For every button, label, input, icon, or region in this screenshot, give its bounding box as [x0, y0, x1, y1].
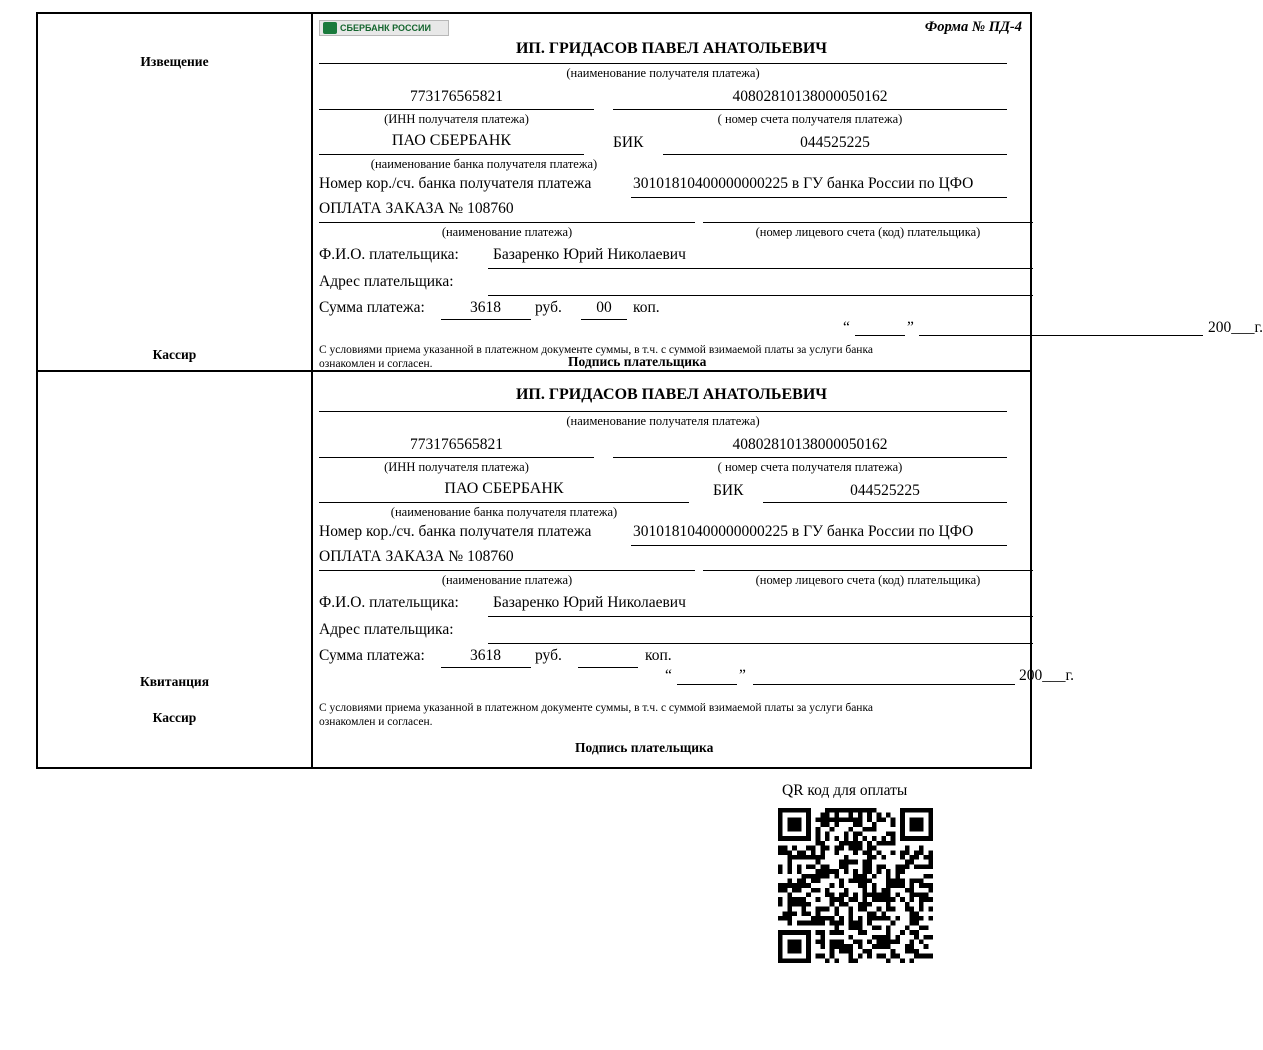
sum-kop-value: 00	[596, 299, 612, 316]
receipt-section	[38, 372, 1074, 767]
date-year-label: 200___г.	[1208, 319, 1263, 336]
receipt-account-number-underline	[613, 457, 1007, 458]
date-day-underline	[855, 335, 905, 336]
receipt-inn-value: 773176565821	[410, 436, 503, 453]
corr-account-value: 30101810400000000225 в ГУ банка России по ЦФО	[633, 175, 974, 192]
sum-label: Сумма платежа:	[319, 299, 425, 316]
receipt-recipient-caption: (наименование получателя платежа)	[566, 414, 760, 428]
receipt-sum-rub-unit: руб.	[535, 647, 562, 664]
notice-section	[38, 14, 1263, 372]
sum-rub-unit: руб.	[535, 299, 562, 316]
receipt-payment-purpose-caption: (наименование платежа)	[441, 573, 573, 587]
receipt-corr-account-value: 30101810400000000225 в ГУ банка России по ЦФО	[633, 523, 974, 540]
receipt-payer-fio-value: Базаренко Юрий Николаевич	[493, 594, 686, 611]
qr-code-canvas	[778, 808, 933, 963]
receipt-bank-name-caption: (наименование банка получателя платежа)	[390, 505, 618, 519]
receipt-inn-caption: (ИНН получателя платежа)	[384, 460, 529, 474]
recipient-name-value: ИП. ГРИДАСОВ ПАВЕЛ АНАТОЛЬЕВИЧ	[515, 40, 828, 57]
receipt-bik-underline	[763, 502, 1007, 503]
corr-account-underline	[631, 197, 1007, 198]
notice-right-column	[313, 14, 1263, 370]
receipt-sum-label: Сумма платежа:	[319, 647, 425, 664]
payer-fio-label: Ф.И.О. плательщика:	[319, 246, 459, 263]
receipt-left-column	[38, 372, 313, 767]
receipt-recipient-value: ИП. ГРИДАСОВ ПАВЕЛ АНАТОЛЬЕВИЧ	[515, 386, 828, 403]
receipt-corr-account-underline	[631, 545, 1007, 546]
receipt-date-month-underline	[753, 684, 1015, 685]
payer-fio-value: Базаренко Юрий Николаевич	[493, 246, 686, 263]
receipt-recipient-underline	[319, 411, 1007, 412]
recipient-underline	[319, 63, 1007, 64]
date-quote-close: ”	[907, 319, 914, 336]
cashier-label-top: Кассир	[152, 347, 197, 362]
bik-label: БИК	[613, 134, 644, 151]
qr-code	[778, 808, 933, 963]
inn-value: 773176565821	[410, 88, 503, 105]
receipt-account-number-value: 40802810138000050162	[732, 436, 888, 453]
receipt-payment-purpose-underline	[319, 570, 695, 571]
date-quote-open: “	[843, 319, 850, 336]
receipt-bik-label: БИК	[713, 482, 744, 499]
cashier-label-bottom: Кассир	[152, 710, 197, 725]
account-number-caption: ( номер счета получателя платежа)	[717, 112, 903, 126]
payer-address-label: Адрес плательщика:	[319, 273, 454, 290]
receipt-date-day-underline	[677, 684, 737, 685]
sberbank-logo-text: СБЕРБАНК РОССИИ	[340, 23, 431, 33]
receipt-payer-fio-underline	[488, 616, 1033, 617]
date-month-underline	[919, 335, 1203, 336]
account-number-value: 40802810138000050162	[732, 88, 888, 105]
receipt-sum-rub-underline	[441, 667, 531, 668]
receipt-personal-account-underline	[703, 570, 1033, 571]
signature-label-bottom: Подпись плательщика	[575, 740, 714, 755]
receipt-sum-kop-underline	[578, 667, 638, 668]
receipt-payer-address-label: Адрес плательщика:	[319, 621, 454, 638]
sberbank-logo-icon	[319, 20, 449, 36]
sum-kop-underline	[581, 319, 627, 320]
inn-underline	[319, 109, 594, 110]
sum-rub-underline	[441, 319, 531, 320]
receipt-date-quote-close: ”	[739, 667, 746, 684]
receipt-payer-address-underline	[488, 643, 1033, 644]
payment-purpose-caption: (наименование платежа)	[441, 225, 573, 239]
receipt-sum-rub-value: 3618	[470, 647, 501, 664]
bank-name-underline	[319, 154, 584, 155]
receipt-date-year-label: 200___г.	[1019, 667, 1074, 684]
receipt-personal-account-caption: (номер лицевого счета (код) плательщика)	[755, 573, 981, 587]
bank-name-caption: (наименование банка получателя платежа)	[370, 157, 598, 171]
receipt-sum-kop-unit: коп.	[645, 647, 672, 664]
sberbank-mark-icon	[323, 22, 337, 34]
receipt-date-quote-open: “	[665, 667, 672, 684]
receipt-agreement-line-2: ознакомлен и согласен.	[319, 716, 433, 728]
recipient-caption: (наименование получателя платежа)	[566, 66, 760, 80]
receipt-bik-value: 044525225	[850, 482, 920, 499]
personal-account-caption: (номер лицевого счета (код) плательщика)	[755, 225, 981, 239]
agreement-line-1: С условиями приема указанной в платежном документе суммы, в т.ч. с суммой взимаемой платы за услуги банка	[319, 344, 873, 356]
account-number-underline	[613, 109, 1007, 110]
agreement-line-2: ознакомлен и согласен.	[319, 358, 433, 370]
inn-caption: (ИНН получателя платежа)	[384, 112, 529, 126]
notice-left-column	[38, 14, 313, 370]
payment-purpose-value: ОПЛАТА ЗАКАЗА № 108760	[319, 200, 514, 217]
receipt-bank-name-value: ПАО СБЕРБАНК	[444, 480, 564, 497]
sum-rub-value: 3618	[470, 299, 501, 316]
receipt-label: Квитанция	[139, 674, 210, 689]
receipt-payment-purpose-value: ОПЛАТА ЗАКАЗА № 108760	[319, 548, 514, 565]
receipt-right-column	[313, 372, 1074, 767]
corr-account-label: Номер кор./сч. банка получателя платежа	[319, 175, 592, 192]
form-number: Форма № ПД-4	[924, 19, 1022, 35]
signature-label-top: Подпись плательщика	[568, 354, 707, 369]
receipt-payer-fio-label: Ф.И.О. плательщика:	[319, 594, 459, 611]
notice-label: Извещение	[140, 54, 209, 69]
personal-account-underline	[703, 222, 1033, 223]
qr-title: QR код для оплаты	[782, 782, 908, 799]
payment-purpose-underline	[319, 222, 695, 223]
receipt-account-number-caption: ( номер счета получателя платежа)	[717, 460, 903, 474]
bik-underline	[663, 154, 1007, 155]
bik-value: 044525225	[800, 134, 870, 151]
receipt-corr-account-label: Номер кор./сч. банка получателя платежа	[319, 523, 592, 540]
receipt-agreement-line-1: С условиями приема указанной в платежном документе суммы, в т.ч. с суммой взимаемой платы за услуги банка	[319, 702, 873, 714]
bank-name-value: ПАО СБЕРБАНК	[391, 132, 512, 149]
payer-fio-underline	[488, 268, 1033, 269]
payment-form	[36, 12, 1263, 769]
sum-kop-unit: коп.	[633, 299, 660, 316]
payer-address-underline	[488, 295, 1033, 296]
receipt-bank-name-underline	[319, 502, 689, 503]
receipt-inn-underline	[319, 457, 594, 458]
